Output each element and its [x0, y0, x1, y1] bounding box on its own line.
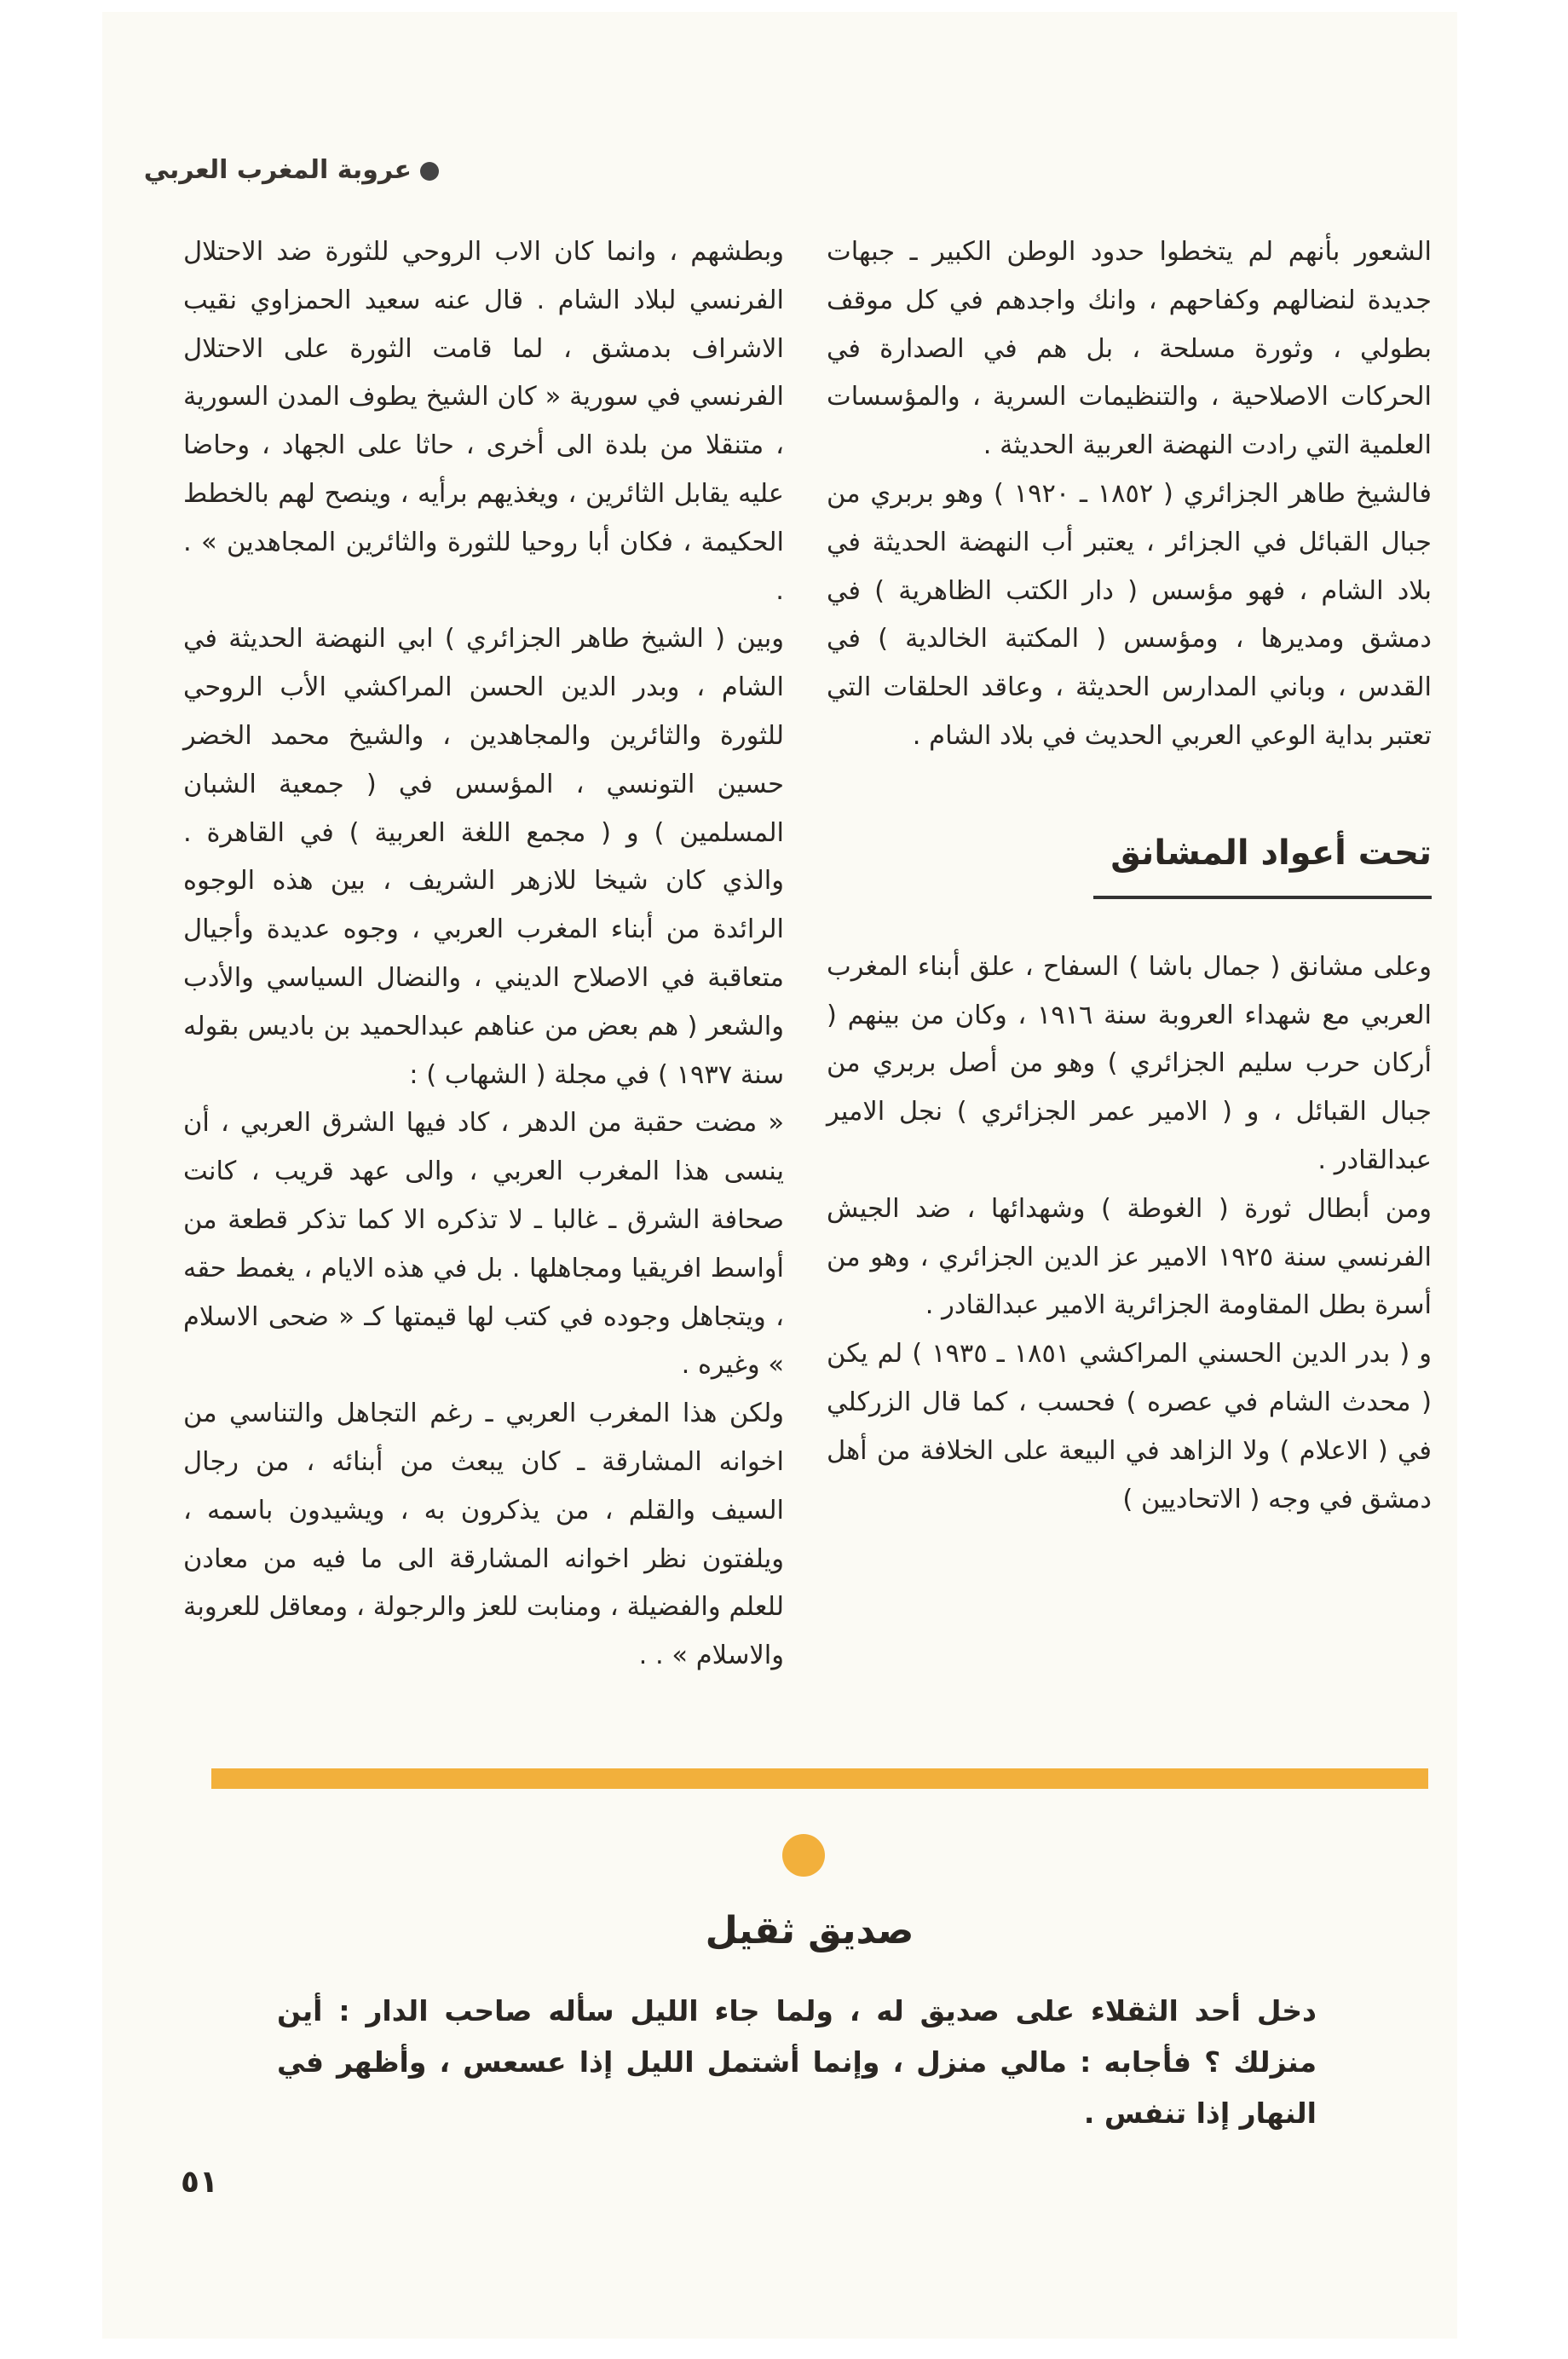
paragraph: وبطشهم ، وانما كان الاب الروحي للثورة ضد الاحتلال الفرنسي لبلاد الشام . قال عنه سعيد الحمزاوي نقيب الاشراف بدمشق ، لما قامت الثورة على الاحتلال الفرنسي في سورية « كان الشيخ يطوف المدن السورية ، متنقلا من بلدة الى أخرى ، حاثا على الجهاد ، وحاضا عليه يقابل الثائرين ، ويغذيهم برأيه ، وينصح لهم بالخطط الحكيمة ، فكان أبا روحيا للثورة والثائرين المجاهدين » . .: [183, 237, 784, 606]
paragraph: ومن أبطال ثورة ( الغوطة ) وشهدائها ، ضد الجيش الفرنسي سنة ١٩٢٥ الامير عز الدين الجزائري ، وهو من أسرة بطل المقاومة الجزائرية الامير عبدالقادر .: [827, 1193, 1432, 1321]
running-title: عروبة المغرب العربي: [143, 155, 412, 185]
page-number: ٥١: [181, 2165, 218, 2200]
paragraph: ولكن هذا المغرب العربي ـ رغم التجاهل والتناسي من اخوانه المشارقة ـ كان يبعث من أبنائه ، من رجال السيف والقلم ، من يذكرون به ، ويشيدون باسمه ، ويلفتون نظر اخوانه المشارقة الى ما فيه من معادن للعلم والفضيلة ، ومنابت للعز والرجولة ، ومعاقل للعروبة والاسلام » . .: [183, 1399, 784, 1671]
orange-circle-icon: [782, 1834, 825, 1877]
paragraph: وبين ( الشيخ طاهر الجزائري ) ابي النهضة الحديثة في الشام ، وبدر الدين الحسن المراكشي الأب الروحي للثورة والثائرين والمجاهدين ، والشيخ محمد الخضر حسين التونسي ، المؤسس في ( جمعية الشبان المسلمين ) و ( مجمع اللغة العربية ) في القاهرة . والذي كان شيخا للازهر الشريف ، بين هذه الوجوه الرائدة من أبناء المغرب العربي ، وجوه عديدة وأجيال متعاقبة في الاصلاح الديني ، والنضال السياسي والأدب والشعر ( هم بعض من عناهم عبدالحميد بن باديس بقوله سنة ١٩٣٧ ) في مجلة ( الشهاب ) :: [183, 624, 784, 1090]
box-title: صديق ثقيل: [705, 1909, 914, 1952]
paragraph: وعلى مشانق ( جمال باشا ) السفاح ، علق أبناء المغرب العربي مع شهداء العروبة سنة ١٩١٦ ، وكان من بينهم ( أركان حرب سليم الجزائري ) وهو من أصل بربري من جبال القبائل ، و ( الامير عمر الجزائري ) نجل الامير عبدالقادر .: [827, 951, 1432, 1175]
paragraph: فالشيخ طاهر الجزائري ( ١٨٥٢ ـ ١٩٢٠ ) وهو بربري من جبال القبائل في الجزائر ، يعتبر أب النهضة الحديثة في بلاد الشام ، فهو مؤسس ( دار الكتب الظاهرية ) في دمشق ومديرها ، ومؤسس ( المكتبة الخالدية ) في القدس ، وباني المدارس الحديثة ، وعاقد الحلقات التي تعتبر بداية الوعي العربي الحديث في بلاد الشام .: [827, 478, 1433, 751]
section-subheading: تحت أعواد المشانق: [827, 829, 1432, 899]
paragraph: الشعور بأنهم لم يتخطوا حدود الوطن الكبير ـ جبهات جديدة لنضالهم وكفاحهم ، وانك واجدهم في كل موقف بطولي ، وثورة مسلحة ، بل هم في الصدارة في الحركات الاصلاحية ، والتنظيمات السرية ، والمؤسسات العلمية التي رادت النهضة العربية الحديثة .: [827, 237, 1432, 461]
paragraph: « مضت حقبة من الدهر ، كاد فيها الشرق العربي ، أن ينسى هذا المغرب العربي ، والى عهد قريب ، كانت صحافة الشرق ـ غالبا ـ لا تذكره الا كما تذكر قطعة من أواسط افريقيا ومجاهلها . بل في هذه الايام ، يغمط حقه ، ويتجاهل وجوده في كتب لها قيمتها كـ « ضحى الاسلام » وغيره .: [183, 1108, 784, 1381]
left-column: [183, 228, 784, 1681]
running-header: [144, 155, 439, 185]
bullet-icon: [420, 162, 439, 181]
paragraph: و ( بدر الدين الحسني المراكشي ١٨٥١ ـ ١٩٣٥ ) لم يكن ( محدث الشام في عصره ) فحسب ، كما قال الزركلي في ( الاعلام ) ولا الزاهد في البيعة على الخلافة من أهل دمشق في وجه ( الاتحاديين ): [827, 1339, 1432, 1514]
right-column: [827, 228, 1432, 1524]
section-divider-bar: [211, 1768, 1428, 1789]
box-body: دخل أحد الثقلاء على صديق له ، ولما جاء الليل سأله صاحب الدار : أين منزلك ؟ فأجابه : مالي منزل ، وإنما أشتمل الليل إذا عسعس ، وأظهر في النهار إذا تنفس .: [277, 1994, 1317, 2130]
